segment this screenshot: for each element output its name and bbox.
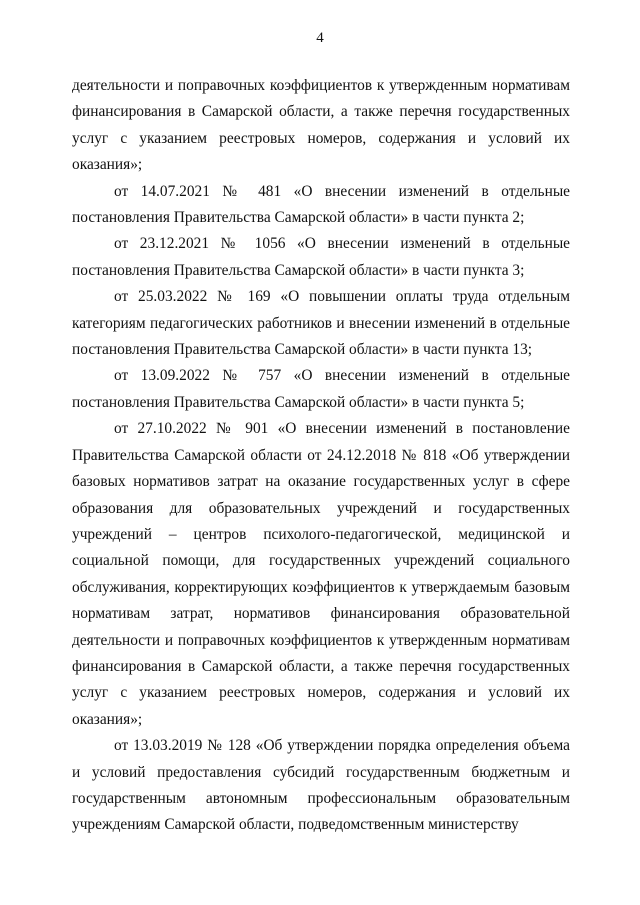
paragraph-item-757: от 13.09.2022 № 757 «О внесении изменений в отдельные постановления Правительства Самарской области» в части пункта 5; [72,367,570,411]
paragraph-continuation: деятельности и поправочных коэффициентов к утвержденным нормативам финансирования в Самарской области, а также перечня государственных услуг с указанием реестровых номеров, содержания и условий их оказания»; [72,77,570,174]
page-number: 4 [316,30,324,46]
paragraph-item-901: от 27.10.2022 № 901 «О внесении изменений в постановление Правительства Самарской области от 24.12.2018 № 818 «Об утверждении базовых нормативов затрат на оказание государственных услуг в сфере образования для образовательных учреждений и государственных учреждений – центров психолого-педагогической, медицинской и социальной помощи, для государственных учреждений социального обслуживания, корректирующих коэффициентов к утверждаемым базовым нормативам затрат, нормативов финансирования образовательной деятельности и поправочных коэффициентов к утвержденным нормативам финансирования в Самарской области, а также перечня государственных услуг с указанием реестровых номеров, содержания и условий их оказания»; [72,420,570,728]
paragraph-item-1056: от 23.12.2021 № 1056 «О внесении изменений в отдельные постановления Правительства Самарской области» в части пункта 3; [72,235,570,279]
document-body [72,73,570,839]
paragraph-item-169: от 25.03.2022 № 169 «О повышении оплаты труда отдельным категориям педагогических работников и внесении изменений в отдельные постановления Правительства Самарской области» в части пункта 13; [72,288,570,359]
paragraph-item-481: от 14.07.2021 № 481 «О внесении изменений в отдельные постановления Правительства Самарской области» в части пункта 2; [72,182,570,227]
paragraph-item-128: от 13.03.2019 № 128 «Об утверждении порядка определения объема и условий предоставления субсидий государственным бюджетным и государственным автономным профессиональным образовательным учреждениям Самарской области, подведомственным министерству [72,737,570,834]
